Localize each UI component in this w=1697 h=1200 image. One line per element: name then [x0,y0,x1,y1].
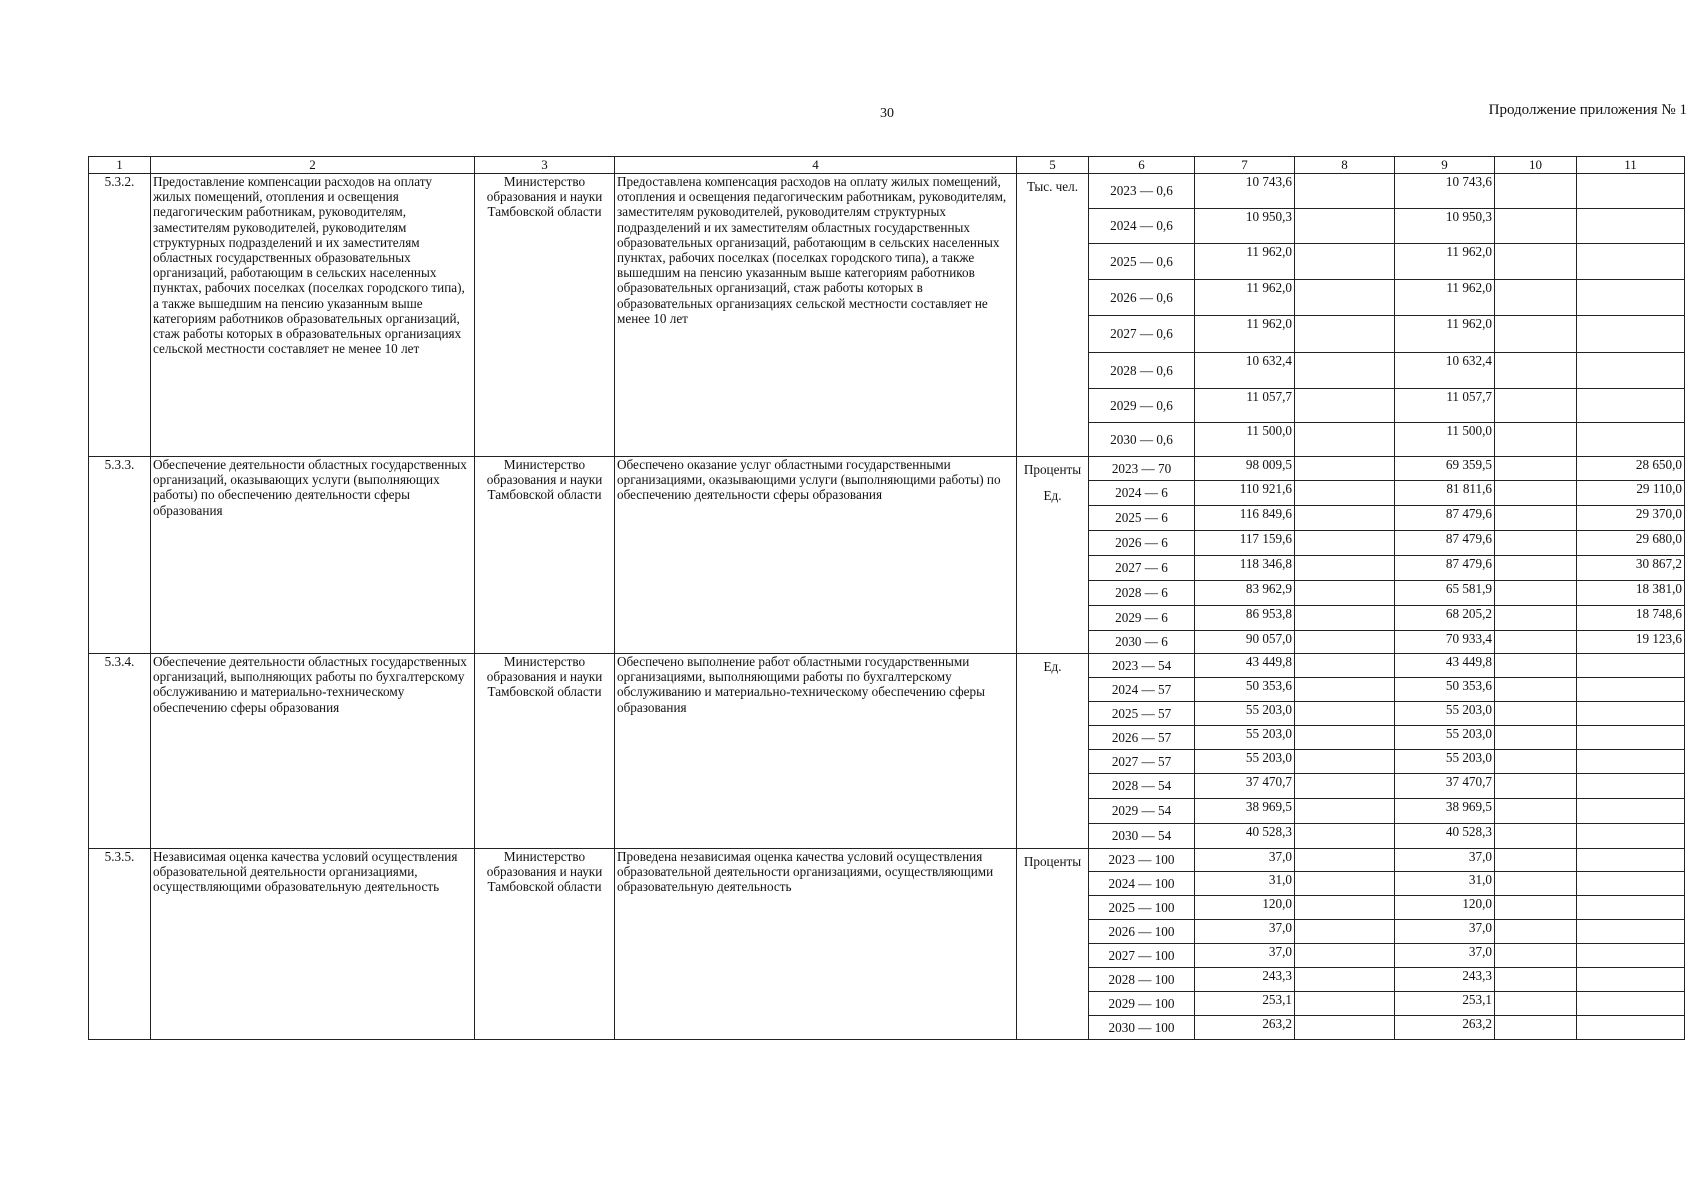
local-amount [1495,1016,1577,1040]
indicator-value: 2024 — 57 [1089,678,1195,702]
total-amount: 90 057,0 [1195,631,1295,654]
total-amount: 120,0 [1195,896,1295,920]
table-row [89,849,1685,872]
total-amount: 263,2 [1195,1016,1295,1040]
regional-amount: 65 581,9 [1395,581,1495,606]
federal-amount [1295,992,1395,1016]
federal-amount [1295,631,1395,654]
local-amount [1495,280,1577,316]
indicator-value: 2030 — 6 [1089,631,1195,654]
unit-label: Ед. [1043,659,1062,674]
extra-budget-amount [1577,423,1685,457]
item-name: Обеспечение деятельности областных государственных организаций, выполняющих работы по бухгалтерскому обслуживанию и материально-техническому обеспечению сферы образования [151,654,475,849]
extra-budget-amount: 28 650,0 [1577,457,1685,481]
local-amount [1495,606,1577,631]
total-amount: 10 950,3 [1195,209,1295,244]
federal-amount [1295,316,1395,353]
unit-label: Ед. [1043,488,1062,503]
total-amount: 86 953,8 [1195,606,1295,631]
regional-amount: 68 205,2 [1395,606,1495,631]
total-amount: 55 203,0 [1195,702,1295,726]
indicator-value: 2027 — 57 [1089,750,1195,774]
extra-budget-amount [1577,174,1685,209]
indicator-value: 2028 — 54 [1089,774,1195,799]
extra-budget-amount [1577,944,1685,968]
regional-amount: 253,1 [1395,992,1495,1016]
local-amount [1495,872,1577,896]
item-unit [1017,457,1089,654]
item-executor: Министерство образования и науки Тамбовской области [475,174,615,457]
page-number: 30 [880,106,894,121]
indicator-value: 2024 — 0,6 [1089,209,1195,244]
local-amount [1495,920,1577,944]
local-amount [1495,556,1577,581]
column-number-1: 1 [89,157,151,174]
federal-amount [1295,872,1395,896]
extra-budget-amount [1577,774,1685,799]
federal-amount [1295,1016,1395,1040]
local-amount [1495,849,1577,872]
total-amount: 50 353,6 [1195,678,1295,702]
total-amount: 31,0 [1195,872,1295,896]
indicator-value: 2023 — 100 [1089,849,1195,872]
regional-amount: 10 743,6 [1395,174,1495,209]
regional-amount: 55 203,0 [1395,726,1495,750]
local-amount [1495,457,1577,481]
total-amount: 38 969,5 [1195,799,1295,824]
federal-amount [1295,209,1395,244]
item-result: Обеспечено выполнение работ областными государственными организациями, выполняющими работы по бухгалтерскому обслуживанию и материально-техническому обеспечению сферы образования [615,654,1017,849]
local-amount [1495,774,1577,799]
unit-label: Проценты [1023,854,1082,869]
column-number-10: 10 [1495,157,1577,174]
item-result: Проведена независимая оценка качества условий осуществления образовательной деятельности организациями, осуществляющими образовательную деятельность [615,849,1017,1040]
column-number-4: 4 [615,157,1017,174]
regional-amount: 37 470,7 [1395,774,1495,799]
total-amount: 11 057,7 [1195,389,1295,423]
local-amount [1495,824,1577,849]
regional-amount: 11 057,7 [1395,389,1495,423]
extra-budget-amount [1577,799,1685,824]
federal-amount [1295,556,1395,581]
local-amount [1495,209,1577,244]
total-amount: 37,0 [1195,920,1295,944]
total-amount: 37,0 [1195,849,1295,872]
federal-amount [1295,968,1395,992]
federal-amount [1295,678,1395,702]
table-body [89,174,1685,1040]
federal-amount [1295,896,1395,920]
local-amount [1495,174,1577,209]
local-amount [1495,896,1577,920]
table-row [89,654,1685,678]
federal-amount [1295,531,1395,556]
extra-budget-amount [1577,244,1685,280]
local-amount [1495,506,1577,531]
federal-amount [1295,944,1395,968]
item-result: Предоставлена компенсация расходов на оплату жилых помещений, отопления и освещения педагогическим работникам, руководителям, заместителям руководителей, руководителям структурных подразделений и их заместителям областных государственных образовательных организаций, работающим в сельских населенных пунктах, рабочих поселках (поселках городского типа), а также вышедшим на пенсию указанным выше категориям работников образовательных организаций, стаж работы которых в образовательных организациях сельской местности составляет не менее 10 лет [615,174,1017,457]
federal-amount [1295,506,1395,531]
item-unit [1017,849,1089,1040]
local-amount [1495,799,1577,824]
federal-amount [1295,244,1395,280]
item-number: 5.3.3. [89,457,151,654]
column-number-7: 7 [1195,157,1295,174]
regional-amount: 87 479,6 [1395,556,1495,581]
regional-amount: 37,0 [1395,944,1495,968]
total-amount: 11 962,0 [1195,244,1295,280]
indicator-value: 2026 — 0,6 [1089,280,1195,316]
column-number-2: 2 [151,157,475,174]
total-amount: 83 962,9 [1195,581,1295,606]
regional-amount: 11 962,0 [1395,280,1495,316]
total-amount: 37,0 [1195,944,1295,968]
local-amount [1495,702,1577,726]
extra-budget-amount [1577,1016,1685,1040]
extra-budget-amount [1577,654,1685,678]
regional-amount: 43 449,8 [1395,654,1495,678]
indicator-value: 2024 — 100 [1089,872,1195,896]
local-amount [1495,992,1577,1016]
federal-amount [1295,774,1395,799]
regional-amount: 263,2 [1395,1016,1495,1040]
extra-budget-amount [1577,353,1685,389]
indicator-value: 2025 — 6 [1089,506,1195,531]
total-amount: 37 470,7 [1195,774,1295,799]
local-amount [1495,423,1577,457]
column-number-5: 5 [1017,157,1089,174]
total-amount: 55 203,0 [1195,750,1295,774]
federal-amount [1295,389,1395,423]
regional-amount: 10 950,3 [1395,209,1495,244]
extra-budget-amount: 29 370,0 [1577,506,1685,531]
item-number: 5.3.2. [89,174,151,457]
regional-amount: 87 479,6 [1395,506,1495,531]
regional-amount: 11 500,0 [1395,423,1495,457]
federal-amount [1295,353,1395,389]
federal-amount [1295,457,1395,481]
regional-amount: 81 811,6 [1395,481,1495,506]
local-amount [1495,726,1577,750]
item-executor: Министерство образования и науки Тамбовской области [475,849,615,1040]
column-number-6: 6 [1089,157,1195,174]
regional-amount: 37,0 [1395,849,1495,872]
indicator-value: 2024 — 6 [1089,481,1195,506]
total-amount: 98 009,5 [1195,457,1295,481]
column-number-row [89,157,1685,174]
regional-amount: 69 359,5 [1395,457,1495,481]
total-amount: 253,1 [1195,992,1295,1016]
local-amount [1495,631,1577,654]
local-amount [1495,750,1577,774]
federal-amount [1295,702,1395,726]
extra-budget-amount [1577,316,1685,353]
local-amount [1495,968,1577,992]
indicator-value: 2027 — 100 [1089,944,1195,968]
local-amount [1495,316,1577,353]
indicator-value: 2030 — 0,6 [1089,423,1195,457]
federal-amount [1295,481,1395,506]
program-table [88,156,1685,1040]
extra-budget-amount: 18 748,6 [1577,606,1685,631]
indicator-value: 2028 — 0,6 [1089,353,1195,389]
column-number-3: 3 [475,157,615,174]
indicator-value: 2023 — 0,6 [1089,174,1195,209]
item-unit [1017,654,1089,849]
indicator-value: 2029 — 100 [1089,992,1195,1016]
federal-amount [1295,824,1395,849]
column-number-9: 9 [1395,157,1495,174]
local-amount [1495,389,1577,423]
regional-amount: 70 933,4 [1395,631,1495,654]
column-number-8: 8 [1295,157,1395,174]
indicator-value: 2025 — 57 [1089,702,1195,726]
federal-amount [1295,606,1395,631]
regional-amount: 55 203,0 [1395,750,1495,774]
indicator-value: 2029 — 54 [1089,799,1195,824]
local-amount [1495,481,1577,506]
extra-budget-amount [1577,280,1685,316]
item-number: 5.3.4. [89,654,151,849]
extra-budget-amount [1577,849,1685,872]
total-amount: 243,3 [1195,968,1295,992]
item-name: Независимая оценка качества условий осуществления образовательной деятельности организациями, осуществляющими образовательную деятельность [151,849,475,1040]
regional-amount: 120,0 [1395,896,1495,920]
item-unit [1017,174,1089,457]
table-row [89,457,1685,481]
federal-amount [1295,799,1395,824]
total-amount: 110 921,6 [1195,481,1295,506]
federal-amount [1295,654,1395,678]
extra-budget-amount [1577,389,1685,423]
extra-budget-amount [1577,872,1685,896]
extra-budget-amount: 29 110,0 [1577,481,1685,506]
regional-amount: 55 203,0 [1395,702,1495,726]
total-amount: 40 528,3 [1195,824,1295,849]
extra-budget-amount: 18 381,0 [1577,581,1685,606]
extra-budget-amount [1577,968,1685,992]
regional-amount: 31,0 [1395,872,1495,896]
federal-amount [1295,849,1395,872]
local-amount [1495,581,1577,606]
indicator-value: 2023 — 54 [1089,654,1195,678]
indicator-value: 2029 — 6 [1089,606,1195,631]
item-executor: Министерство образования и науки Тамбовской области [475,654,615,849]
local-amount [1495,944,1577,968]
item-executor: Министерство образования и науки Тамбовской области [475,457,615,654]
extra-budget-amount [1577,750,1685,774]
item-result: Обеспечено оказание услуг областными государственными организациями, оказывающими услуги (выполняющими работы) по обеспечению деятельности сферы образования [615,457,1017,654]
appendix-note: Продолжение приложения № 1 [1488,102,1687,118]
total-amount: 11 500,0 [1195,423,1295,457]
federal-amount [1295,750,1395,774]
regional-amount: 11 962,0 [1395,316,1495,353]
federal-amount [1295,581,1395,606]
local-amount [1495,678,1577,702]
federal-amount [1295,920,1395,944]
item-name: Обеспечение деятельности областных государственных организаций, оказывающих услуги (выполняющих работы) по обеспечению деятельности сферы образования [151,457,475,654]
indicator-value: 2030 — 54 [1089,824,1195,849]
extra-budget-amount [1577,896,1685,920]
local-amount [1495,531,1577,556]
indicator-value: 2029 — 0,6 [1089,389,1195,423]
federal-amount [1295,423,1395,457]
extra-budget-amount: 29 680,0 [1577,531,1685,556]
indicator-value: 2028 — 6 [1089,581,1195,606]
total-amount: 10 632,4 [1195,353,1295,389]
item-number: 5.3.5. [89,849,151,1040]
indicator-value: 2027 — 0,6 [1089,316,1195,353]
extra-budget-amount: 30 867,2 [1577,556,1685,581]
item-name: Предоставление компенсации расходов на оплату жилых помещений, отопления и освещения педагогическим работникам, руководителям, заместителям руководителей, руководителям структурных подразделений и их заместителям областных государственных образовательных организаций, работающим в сельских населенных пунктах, рабочих поселках (поселках городского типа), а также вышедшим на пенсию указанным выше категориям работников образовательных организаций, стаж работы которых в образовательных организациях сельской местности составляет не менее 10 лет [151,174,475,457]
regional-amount: 243,3 [1395,968,1495,992]
federal-amount [1295,280,1395,316]
indicator-value: 2028 — 100 [1089,968,1195,992]
extra-budget-amount: 19 123,6 [1577,631,1685,654]
regional-amount: 87 479,6 [1395,531,1495,556]
federal-amount [1295,726,1395,750]
indicator-value: 2025 — 0,6 [1089,244,1195,280]
total-amount: 11 962,0 [1195,316,1295,353]
extra-budget-amount [1577,920,1685,944]
total-amount: 118 346,8 [1195,556,1295,581]
extra-budget-amount [1577,726,1685,750]
unit-label: Тыс. чел. [1026,179,1079,194]
regional-amount: 10 632,4 [1395,353,1495,389]
indicator-value: 2026 — 57 [1089,726,1195,750]
total-amount: 55 203,0 [1195,726,1295,750]
regional-amount: 37,0 [1395,920,1495,944]
total-amount: 117 159,6 [1195,531,1295,556]
extra-budget-amount [1577,992,1685,1016]
indicator-value: 2027 — 6 [1089,556,1195,581]
total-amount: 11 962,0 [1195,280,1295,316]
indicator-value: 2030 — 100 [1089,1016,1195,1040]
local-amount [1495,353,1577,389]
total-amount: 43 449,8 [1195,654,1295,678]
extra-budget-amount [1577,702,1685,726]
regional-amount: 11 962,0 [1395,244,1495,280]
regional-amount: 40 528,3 [1395,824,1495,849]
federal-amount [1295,174,1395,209]
regional-amount: 38 969,5 [1395,799,1495,824]
indicator-value: 2023 — 70 [1089,457,1195,481]
column-number-11: 11 [1577,157,1685,174]
extra-budget-amount [1577,209,1685,244]
extra-budget-amount [1577,824,1685,849]
extra-budget-amount [1577,678,1685,702]
local-amount [1495,654,1577,678]
local-amount [1495,244,1577,280]
unit-label: Проценты [1023,462,1082,477]
total-amount: 10 743,6 [1195,174,1295,209]
table-row [89,174,1685,209]
indicator-value: 2026 — 6 [1089,531,1195,556]
indicator-value: 2025 — 100 [1089,896,1195,920]
regional-amount: 50 353,6 [1395,678,1495,702]
indicator-value: 2026 — 100 [1089,920,1195,944]
total-amount: 116 849,6 [1195,506,1295,531]
